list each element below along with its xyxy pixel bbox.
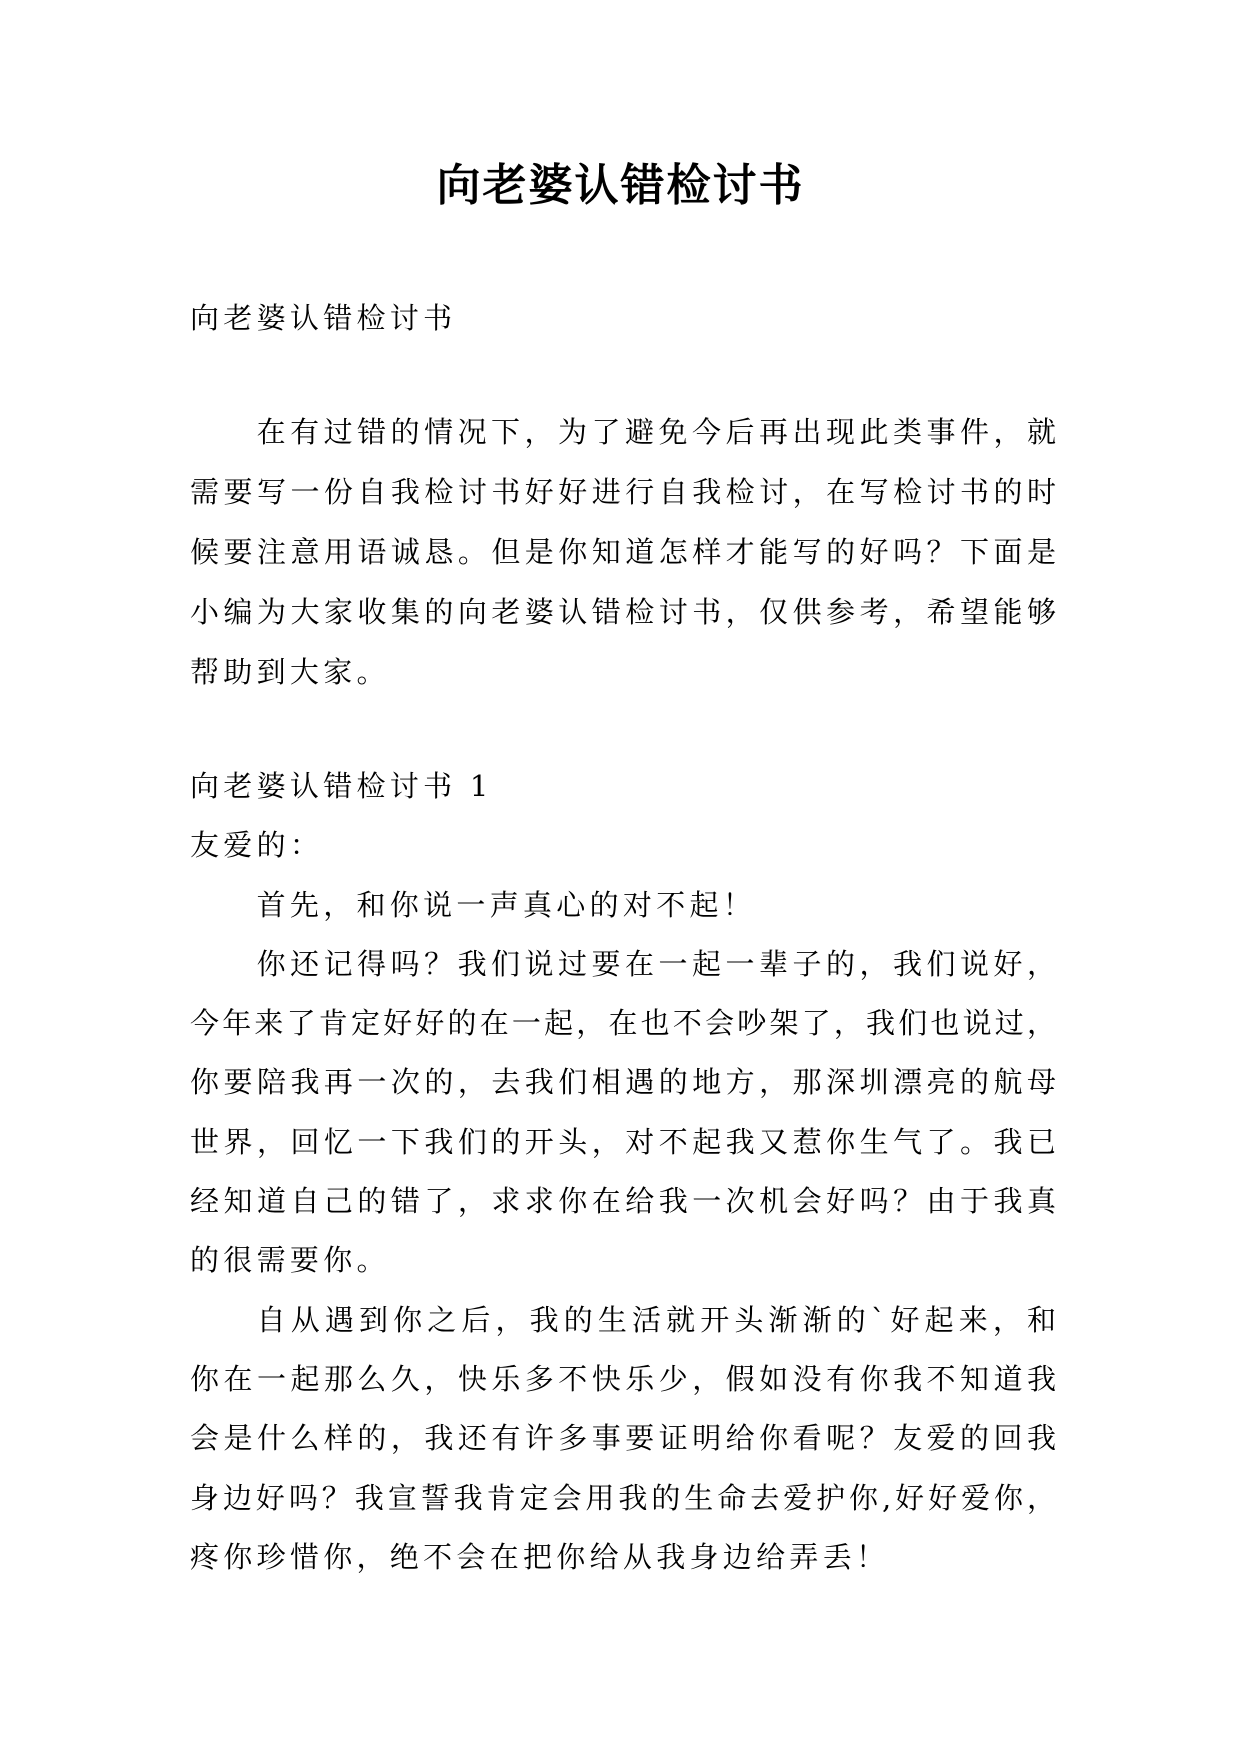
paragraph-line: 帮助到大家。 xyxy=(190,655,390,689)
paragraph-line: 经知道自己的错了，求求你在给我一次机会好吗？由于我真 xyxy=(190,1184,1056,1219)
letter-paragraph xyxy=(190,876,1056,935)
paragraph-line: 在有过错的情况下，为了避免今后再出现此类事件，就 xyxy=(256,415,1056,449)
letter-paragraph xyxy=(190,1291,1056,1587)
document-title: 向老婆认错检讨书 xyxy=(436,160,805,211)
letter-salutation: 友爱的： xyxy=(190,828,324,863)
paragraph-line: 首先，和你说一声真心的对不起！ xyxy=(256,887,757,922)
letter-paragraph xyxy=(190,935,1056,1291)
paragraph-line: 世界，回忆一下我们的开头，对不起我又惹你生气了。我已 xyxy=(190,1124,1056,1159)
intro-heading: 向老婆认错检讨书 xyxy=(190,301,457,335)
paragraph-line: 你在一起那么久，快乐多不快乐少，假如没有你我不知道我 xyxy=(190,1361,1056,1396)
paragraph-line: 的很需要你。 xyxy=(190,1243,390,1278)
letter-body xyxy=(190,757,1056,1587)
paragraph-line: 候要注意用语诚恳。但是你知道怎样才能写的好吗？下面是 xyxy=(190,535,1056,569)
paragraph-line: 疼你珍惜你，绝不会在把你给从我身边给弄丢！ xyxy=(190,1539,890,1574)
paragraph-line: 会是什么样的，我还有许多事要证明给你看呢？友爱的回我 xyxy=(190,1421,1056,1456)
paragraph-line: 需要写一份自我检讨书好好进行自我检讨，在写检讨书的时 xyxy=(190,475,1056,509)
paragraph-line: 今年来了肯定好好的在一起，在也不会吵架了，我们也说过， xyxy=(190,1006,1056,1041)
intro-heading-block xyxy=(190,288,1056,348)
paragraph-line: 你还记得吗？我们说过要在一起一辈子的，我们说好， xyxy=(256,946,1056,981)
paragraph-line: 小编为大家收集的向老婆认错检讨书，仅供参考，希望能够 xyxy=(190,595,1056,629)
paragraph-line: 你要陪我再一次的，去我们相遇的地方，那深圳漂亮的航母 xyxy=(190,1065,1056,1100)
intro-paragraph xyxy=(190,402,1056,702)
letter-heading: 向老婆认错检讨书 1 xyxy=(190,769,493,803)
paragraph-line: 自从遇到你之后，我的生活就开头渐渐的`好起来，和 xyxy=(256,1302,1056,1337)
paragraph-line: 身边好吗？我宣誓我肯定会用我的生命去爱护你,好好爱你， xyxy=(190,1480,1056,1515)
